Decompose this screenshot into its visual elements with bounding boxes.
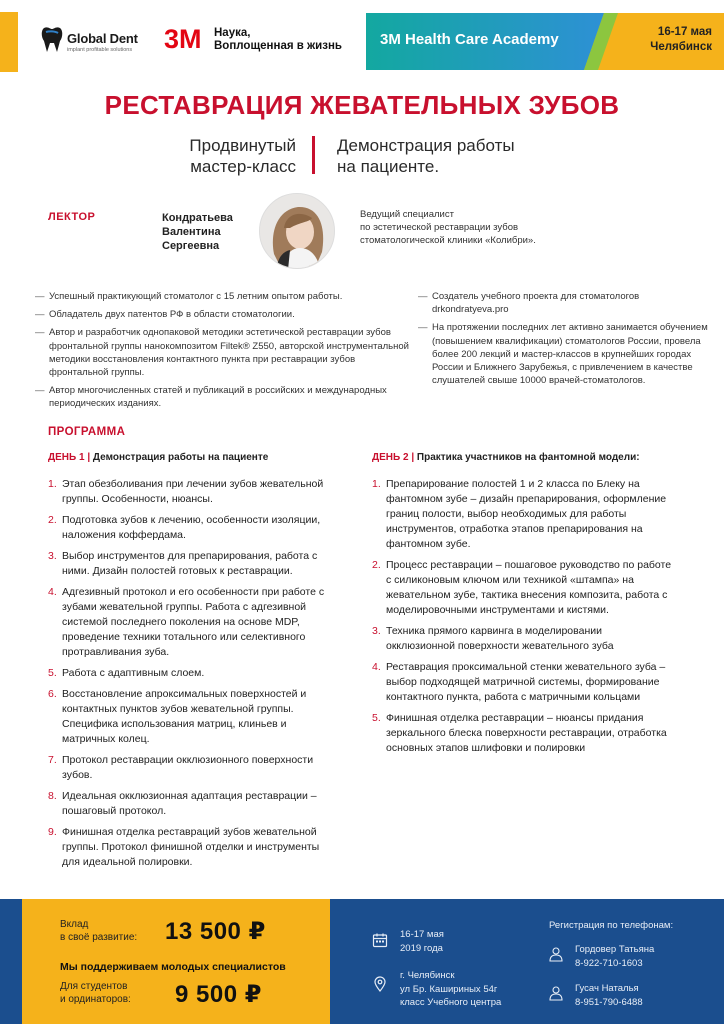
bio-item: — На протяжении последних лет активно занимается обучением (повышением квалификации) стоматологов России, провела более 200 лекций и мастер-классов в крупнейших городах России и Ближнего Зарубежья, с привлечением в качестве слушателей свыше 10000 врачей-стоматологов. [418, 321, 708, 387]
item-text: Выбор инструментов для препарирования, работа с ними. Дизайн полостей готовых к реставрации. [62, 550, 318, 577]
subtitle-left-line1: Продвинутый [189, 136, 296, 155]
event-date-line2: 2019 года [400, 942, 443, 954]
subtitle-left-line2: мастер-класс [190, 157, 296, 176]
person-icon [548, 985, 564, 1001]
contact-2 [575, 982, 643, 1009]
person-icon [548, 946, 564, 962]
bio-item: — Автор и разработчик однопаковой методики эстетической реставрации зубов фронтальной группы нанокомпозитом Filtek® Z550, авторской инструментальной методики восстановления контактного пункта при реставрации зубов фронтальной группы. [35, 326, 410, 379]
item-number: 4. [372, 661, 381, 673]
contact-1 [575, 943, 654, 970]
item-number: 9. [48, 826, 57, 838]
event-date-line1: 16-17 мая [400, 929, 444, 940]
bio-right-list [418, 290, 708, 392]
item-text: Техника прямого карвинга в моделировании окклюзионной поверхности жевательного зуба [386, 625, 614, 652]
fee-amount: 13 500 ₽ [165, 918, 266, 945]
address-line1: г. Челябинск [400, 970, 455, 981]
contact-name: Гусач Наталья [575, 983, 639, 994]
subtitle-left [140, 135, 296, 177]
portrait-image-icon [260, 194, 335, 269]
item-number: 3. [372, 625, 381, 637]
event-address [400, 969, 501, 1010]
location-pin-icon [372, 976, 388, 992]
item-text: Финишная отделка реставраций зубов жевательной группы. Протокол финишной отделки и инструменты для идеальной полировки. [62, 826, 320, 868]
academy-date-city [610, 25, 712, 55]
lector-surname: Кондратьева [162, 212, 233, 224]
list-item [372, 660, 672, 705]
event-date [400, 928, 444, 955]
address-line2: ул Бр. Кашириных 54г [400, 983, 498, 995]
list-item [48, 825, 340, 870]
student-label [60, 980, 131, 1006]
item-text: Подготовка зубов к лечению, особенности изоляции, наложения коффердама. [62, 514, 321, 541]
item-number: 4. [48, 586, 57, 598]
contact-phone[interactable]: 8-922-710-1603 [575, 957, 643, 969]
item-text: Идеальная окклюзионная адаптация реставрации – пошаговый протокол. [62, 790, 317, 817]
item-number: 7. [48, 754, 57, 766]
day1-program-list [48, 477, 340, 876]
item-number: 1. [372, 478, 381, 490]
support-note: Мы поддерживаем молодых специалистов [60, 961, 286, 973]
subtitle-right [337, 135, 597, 177]
day1-heading [48, 452, 268, 463]
tooth-logo-icon [40, 24, 64, 54]
day2-heading [372, 452, 640, 463]
3m-logo [164, 24, 208, 52]
item-number: 5. [48, 667, 57, 679]
lector-photo [259, 193, 335, 269]
item-text: Протокол реставрации окклюзионного поверхности зубов. [62, 754, 314, 781]
list-item [48, 477, 340, 507]
contact-phone[interactable]: 8-951-790-6488 [575, 996, 643, 1008]
list-item [372, 558, 672, 618]
list-item [372, 624, 672, 654]
calendar-icon [372, 932, 388, 948]
day1-title: Демонстрация работы на пациенте [92, 452, 269, 463]
item-number: 5. [372, 712, 381, 724]
student-amount: 9 500 ₽ [175, 981, 262, 1008]
item-number: 2. [48, 514, 57, 526]
bio-item: — Обладатель двух патентов РФ в области стоматологии. [35, 308, 410, 321]
fee-label [60, 918, 137, 944]
yellow-corner-tab [0, 12, 18, 72]
registration-heading: Регистрация по телефонам: [549, 920, 674, 931]
list-item [48, 789, 340, 819]
item-number: 3. [48, 550, 57, 562]
3m-slogan-line1: Наука, [214, 27, 251, 39]
day2-label: ДЕНЬ 2 | [372, 452, 415, 463]
3m-slogan [214, 27, 342, 53]
list-item [48, 666, 340, 681]
academy-city: Челябинск [650, 41, 712, 53]
item-text: Адгезивный протокол и его особенности при работе с зубами жевательной группы. Работа с адгезивной системой последнего поколения на основе MDP, проведение техники тотального или селективного протравливания зуба. [62, 586, 325, 658]
lector-desc-line2: по эстетической реставрации зубов [360, 222, 519, 233]
item-number: 6. [48, 688, 57, 700]
lector-name [162, 211, 262, 253]
list-item [372, 711, 672, 756]
lector-description [360, 208, 590, 247]
list-item [48, 687, 340, 747]
item-number: 1. [48, 478, 57, 490]
day2-title: Практика участников на фантомной модели: [416, 452, 640, 463]
list-item [48, 549, 340, 579]
list-item [372, 477, 672, 552]
program-label: ПРОГРАММА [48, 426, 126, 438]
global-dent-logo [40, 22, 160, 66]
global-dent-tagline: implant profitable solutions [67, 47, 133, 53]
fee-label-line2: в своё развитие: [60, 932, 138, 943]
day2-program-list [372, 477, 672, 762]
student-label-line2: и ординаторов: [60, 994, 131, 1005]
3m-logo-text: 3M [164, 24, 202, 52]
fee-label-line1: Вклад [60, 919, 89, 930]
student-label-line1: Для студентов [60, 981, 128, 992]
list-item [48, 585, 340, 660]
lector-desc-line3: стоматологической клиники «Колибри». [360, 235, 536, 246]
lector-desc-line1: Ведущий специалист [360, 209, 454, 220]
lector-first-name: Валентина [162, 226, 221, 238]
item-text: Реставрация проксимальной стенки жевательного зуба – выбор подходящей матричной системы, формирование контактного пункта, работа с матричными кольцами [386, 661, 666, 703]
item-text: Препарирование полостей 1 и 2 класса по Блеку на фантомном зубе – дизайн препарирования, оформление границ полости, выбор необходимых для работы инструментов, отработка этапов препарирования на фантомном зубе. [386, 478, 667, 550]
item-text: Работа с адаптивным слоем. [62, 667, 205, 679]
bio-item: — Создатель учебного проекта для стоматологов drkondratyeva.pro [418, 290, 708, 316]
subtitle-divider [312, 136, 315, 174]
subtitle-right-line1: Демонстрация работы [337, 136, 515, 155]
item-number: 8. [48, 790, 57, 802]
item-number: 2. [372, 559, 381, 571]
bio-item: — Успешный практикующий стоматолог с 15 летним опытом работы. [35, 290, 410, 303]
bio-left-list [35, 290, 410, 416]
academy-title: 3M Health Care Academy [380, 31, 559, 48]
item-text: Процесс реставрации – пошаговое руководство по работе с силиконовым ключом или техникой «штампа» на жевательном зубе, тактика внесения композита, работа с моделировочными инструментами и кистями. [386, 559, 672, 616]
day1-label: ДЕНЬ 1 | [48, 452, 91, 463]
global-dent-name: Global Dent [67, 31, 138, 46]
academy-date: 16-17 мая [657, 26, 712, 38]
3m-slogan-line2: Воплощенная в жизнь [214, 40, 342, 52]
item-text: Этап обезболивания при лечении зубов жевательной группы. Особенности, нюансы. [62, 478, 324, 505]
list-item [48, 753, 340, 783]
contact-name: Гордовер Татьяна [575, 944, 655, 955]
item-text: Восстановление апроксимальных поверхностей и контактных пунктов зубов жевательной группы. Специфика использования матриц, клиньев и матричных колец. [62, 688, 307, 745]
subtitle-right-line2: на пациенте. [337, 157, 440, 176]
item-text: Финишная отделка реставрации – нюансы придания зеркального блеска поверхности реставрации, отработка основных этапов шлифовки и полировки [386, 712, 667, 754]
lector-patronymic: Сергеевна [162, 240, 220, 252]
page-title: РЕСТАВРАЦИЯ ЖЕВАТЕЛЬНЫХ ЗУБОВ [104, 90, 620, 120]
list-item [48, 513, 340, 543]
lector-label: ЛЕКТОР [48, 211, 96, 223]
bio-item: — Автор многочисленных статей и публикаций в российских и международных периодических изданиях. [35, 384, 410, 410]
address-line3: класс Учебного центра [400, 997, 502, 1008]
